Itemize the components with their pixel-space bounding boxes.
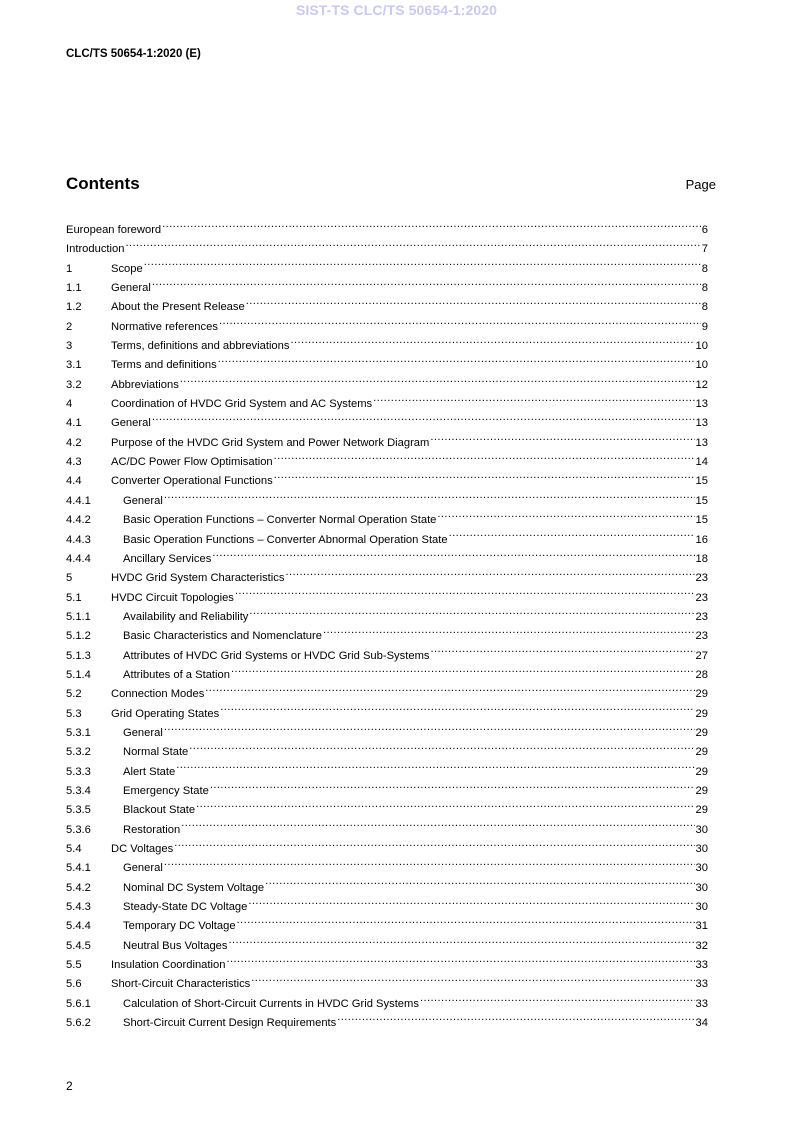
dot-leader [248, 891, 694, 910]
toc-entry-page[interactable]: 13 [695, 398, 708, 411]
toc-entry-number: 4.3 [66, 456, 82, 469]
dot-leader [125, 233, 700, 252]
dot-leader [180, 369, 695, 388]
toc-entry-title[interactable]: European foreword [66, 224, 162, 236]
toc-entry-page[interactable]: 16 [695, 533, 708, 546]
toc-entry[interactable] [66, 233, 708, 256]
toc-entry-page[interactable]: 23 [695, 591, 708, 604]
toc-entry-title[interactable]: General [123, 726, 163, 739]
toc-entry-page[interactable]: 29 [695, 726, 708, 739]
dot-leader [431, 640, 695, 659]
dot-leader [196, 794, 694, 813]
toc-entry[interactable] [66, 427, 708, 449]
dot-leader [420, 988, 695, 1007]
toc-entry-page[interactable]: 29 [695, 804, 708, 817]
toc-entry-number: 5.6.1 [66, 997, 91, 1010]
dot-leader [246, 291, 701, 310]
toc-entry-page[interactable]: 34 [695, 1017, 708, 1030]
dot-leader [235, 582, 695, 601]
table-of-contents [66, 214, 708, 1030]
dot-leader [430, 427, 694, 446]
dot-leader [152, 272, 701, 291]
toc-entry-title[interactable]: Emergency State [123, 784, 209, 797]
toc-entry-title[interactable]: General [123, 494, 163, 507]
toc-entry-title[interactable]: Terms, definitions and abbreviations [111, 340, 290, 353]
toc-entry-title[interactable]: Nominal DC System Voltage [123, 881, 265, 894]
dot-leader [290, 330, 694, 349]
toc-entry-number: 5.1.2 [66, 630, 91, 643]
toc-entry-page[interactable]: 32 [695, 939, 708, 952]
toc-entry-number: 5.3.2 [66, 746, 91, 759]
toc-entry-title[interactable]: Ancillary Services [123, 552, 212, 565]
toc-entry-number: 5.3.5 [66, 804, 91, 817]
toc-entry-title[interactable]: HVDC Circuit Topologies [111, 591, 234, 604]
dot-leader [228, 930, 694, 949]
toc-entry-number: 5.3.3 [66, 765, 91, 778]
toc-entry-number: 2 [66, 320, 73, 333]
toc-entry-page[interactable]: 30 [695, 881, 708, 894]
toc-entry-number: 5.6.2 [66, 1017, 91, 1030]
toc-entry-title[interactable]: Coordination of HVDC Grid System and AC Systems [111, 398, 373, 411]
toc-entry-title[interactable]: DC Voltages [111, 843, 174, 855]
toc-entry-page[interactable]: 30 [695, 862, 708, 875]
toc-entry-number: 5.3.1 [66, 726, 91, 739]
watermark: SIST-TS CLC/TS 50654-1:2020 [295, 2, 498, 18]
dot-leader [189, 736, 694, 755]
toc-entry-page[interactable]: 8 [701, 262, 708, 275]
toc-entry-number: 5.1.3 [66, 649, 91, 662]
dot-leader [176, 756, 694, 775]
toc-entry-page[interactable]: 33 [695, 978, 708, 991]
toc-entry-number: 4 [66, 398, 73, 411]
dot-leader [164, 852, 695, 871]
toc-entry-number: 5.4.4 [66, 920, 91, 933]
toc-entry-title[interactable]: Grid Operating States [111, 707, 220, 720]
toc-entry-page[interactable]: 15 [695, 514, 708, 527]
toc-entry-page[interactable]: 18 [695, 552, 708, 565]
dot-leader [220, 698, 694, 717]
toc-entry-page[interactable]: 30 [695, 843, 708, 855]
toc-entry[interactable] [66, 407, 708, 430]
toc-entry-title[interactable]: Purpose of the HVDC Grid System and Power Network Diagram [111, 436, 430, 449]
toc-entry-page[interactable]: 23 [695, 572, 708, 585]
toc-entry-title[interactable]: HVDC Grid System Characteristics [111, 572, 285, 585]
toc-entry-number: 4.4.3 [66, 533, 91, 546]
toc-entry-number: 5.4.3 [66, 901, 91, 914]
toc-entry-title[interactable]: Basic Operation Functions – Converter Normal Operation State [123, 514, 437, 527]
toc-entry-title[interactable]: Introduction [66, 243, 125, 256]
toc-entry-number: 4.4.1 [66, 494, 91, 507]
toc-entry[interactable] [66, 291, 708, 314]
toc-entry-number: 5.3.4 [66, 784, 91, 797]
toc-entry-number: 5.1.1 [66, 610, 91, 623]
toc-entry-title[interactable]: Neutral Bus Voltages [123, 939, 228, 952]
dot-leader [181, 814, 694, 833]
toc-entry-title[interactable]: Abbreviations [111, 378, 179, 391]
toc-entry-title[interactable]: General [123, 862, 163, 875]
toc-entry-title[interactable]: Terms and definitions [111, 359, 217, 372]
dot-leader [212, 543, 694, 562]
toc-entry-number: 5.6 [66, 978, 82, 991]
dot-leader [274, 446, 695, 465]
toc-entry-title[interactable]: Insulation Coordination [111, 959, 226, 972]
toc-entry-title[interactable]: Calculation of Short-Circuit Currents in HVDC Grid Systems [123, 997, 419, 1010]
toc-entry-title[interactable]: Steady-State DC Voltage [123, 901, 248, 914]
document-id: CLC/TS 50654-1:2020 (E) [66, 48, 201, 60]
toc-entry-number: 4.4.4 [66, 552, 91, 565]
toc-entry-title[interactable]: General [111, 282, 151, 295]
dot-leader [449, 524, 695, 543]
dot-leader [162, 214, 701, 233]
dot-leader [205, 678, 694, 697]
dot-leader [265, 872, 694, 891]
toc-entry-number: 5.2 [66, 688, 82, 701]
dot-leader [323, 620, 695, 639]
toc-entry-title[interactable]: Basic Characteristics and Nomenclature [123, 630, 322, 643]
dot-leader [237, 910, 695, 929]
dot-leader [144, 253, 701, 272]
toc-entry-page[interactable]: 27 [695, 649, 708, 662]
dot-leader [337, 1007, 694, 1026]
toc-entry-page[interactable]: 33 [695, 959, 708, 972]
toc-entry-title[interactable]: Short-Circuit Current Design Requirements [123, 1017, 337, 1030]
toc-entry-title[interactable]: Attributes of HVDC Grid Systems or HVDC Grid Sub-Systems [123, 649, 430, 662]
toc-entry-page[interactable]: 8 [701, 282, 708, 295]
dot-leader [218, 349, 695, 368]
toc-entry-title[interactable]: Availability and Reliability [123, 610, 249, 623]
toc-entry-number: 5.1 [66, 591, 82, 604]
toc-entry-page[interactable]: 23 [695, 630, 708, 643]
toc-entry-page[interactable]: 7 [701, 243, 708, 256]
toc-entry-page[interactable]: 9 [701, 320, 708, 333]
toc-entry-title[interactable]: AC/DC Power Flow Optimisation [111, 456, 273, 469]
dot-leader [437, 504, 694, 523]
toc-entry-title[interactable]: Short-Circuit Characteristics [111, 978, 251, 991]
toc-entry-page[interactable]: 31 [695, 920, 708, 933]
dot-leader [251, 968, 694, 987]
toc-entry-page[interactable]: 15 [695, 494, 708, 507]
toc-entry-page[interactable]: 13 [695, 436, 708, 449]
toc-entry-number: 1 [66, 262, 73, 275]
toc-entry[interactable] [66, 253, 708, 275]
toc-entry[interactable] [66, 272, 708, 295]
contents-heading: Contents [66, 174, 140, 193]
toc-entry-page[interactable]: 6 [701, 224, 708, 236]
toc-entry-page[interactable]: 29 [695, 746, 708, 759]
dot-leader [210, 775, 695, 794]
toc-entry-title[interactable]: Normal State [123, 746, 189, 759]
page-number: 2 [66, 1079, 73, 1093]
toc-entry-page[interactable]: 29 [695, 784, 708, 797]
toc-entry-number: 5 [66, 572, 73, 585]
toc-entry-page[interactable]: 15 [695, 475, 708, 488]
toc-entry-title[interactable]: General [111, 417, 151, 430]
toc-entry-number: 4.4.2 [66, 514, 91, 527]
toc-entry-number: 5.4 [66, 843, 82, 855]
toc-entry-number: 5.4.1 [66, 862, 91, 875]
toc-entry-title[interactable]: Scope [111, 262, 143, 275]
dot-leader [174, 833, 694, 852]
dot-leader [164, 717, 695, 736]
toc-entry-page[interactable]: 29 [695, 765, 708, 778]
dot-leader [231, 659, 695, 678]
dot-leader [219, 311, 701, 330]
toc-entry-page[interactable]: 23 [695, 610, 708, 623]
dot-leader [249, 601, 694, 620]
toc-entry-number: 4.1 [66, 417, 82, 430]
toc-entry[interactable] [66, 214, 708, 236]
toc-entry-number: 5.3 [66, 707, 82, 720]
toc-entry-page[interactable]: 13 [695, 417, 708, 430]
toc-entry-page[interactable]: 30 [695, 901, 708, 914]
dot-leader [285, 562, 694, 581]
page-column-label: Page [685, 177, 716, 192]
toc-entry-page[interactable]: 10 [695, 340, 708, 353]
toc-entry-title[interactable]: Alert State [123, 765, 176, 778]
toc-entry-number: 3.2 [66, 378, 82, 391]
toc-entry-number: 1.2 [66, 301, 82, 314]
toc-entry-number: 5.1.4 [66, 668, 91, 681]
toc-entry-number: 4.2 [66, 436, 82, 449]
toc-entry-page[interactable]: 14 [695, 456, 708, 469]
toc-entry-page[interactable]: 30 [695, 823, 708, 836]
toc-entry-number: 1.1 [66, 282, 82, 295]
toc-entry-number: 4.4 [66, 475, 82, 488]
toc-entry-title[interactable]: Basic Operation Functions – Converter Abnormal Operation State [123, 533, 448, 546]
toc-entry-number: 3.1 [66, 359, 82, 372]
toc-entry-title[interactable]: Restoration [123, 823, 181, 836]
toc-entry-page[interactable]: 10 [695, 359, 708, 372]
toc-entry-title[interactable]: Attributes of a Station [123, 668, 230, 681]
toc-entry-title[interactable]: Normative references [111, 320, 218, 333]
toc-entry-number: 5.4.5 [66, 939, 91, 952]
toc-entry-page[interactable]: 29 [695, 688, 708, 701]
toc-entry-page[interactable]: 28 [695, 668, 708, 681]
toc-entry-number: 5.5 [66, 959, 82, 972]
dot-leader [152, 407, 695, 426]
toc-entry-title[interactable]: Connection Modes [111, 688, 205, 701]
toc-entry-page[interactable]: 29 [695, 707, 708, 720]
toc-entry-number: 5.4.2 [66, 881, 91, 894]
toc-entry-title[interactable]: Temporary DC Voltage [123, 920, 236, 933]
toc-entry-number: 3 [66, 340, 73, 353]
dot-leader [274, 465, 695, 484]
toc-entry-title[interactable]: Converter Operational Functions [111, 475, 273, 488]
dot-leader [373, 388, 694, 407]
toc-entry-number: 5.3.6 [66, 823, 91, 836]
toc-entry-title[interactable]: Blackout State [123, 804, 196, 817]
dot-leader [164, 485, 695, 504]
toc-entry-page[interactable]: 8 [701, 301, 708, 314]
dot-leader [226, 949, 694, 968]
toc-entry-page[interactable]: 12 [695, 378, 708, 391]
toc-entry-page[interactable]: 33 [695, 997, 708, 1010]
toc-entry-title[interactable]: About the Present Release [111, 301, 245, 314]
